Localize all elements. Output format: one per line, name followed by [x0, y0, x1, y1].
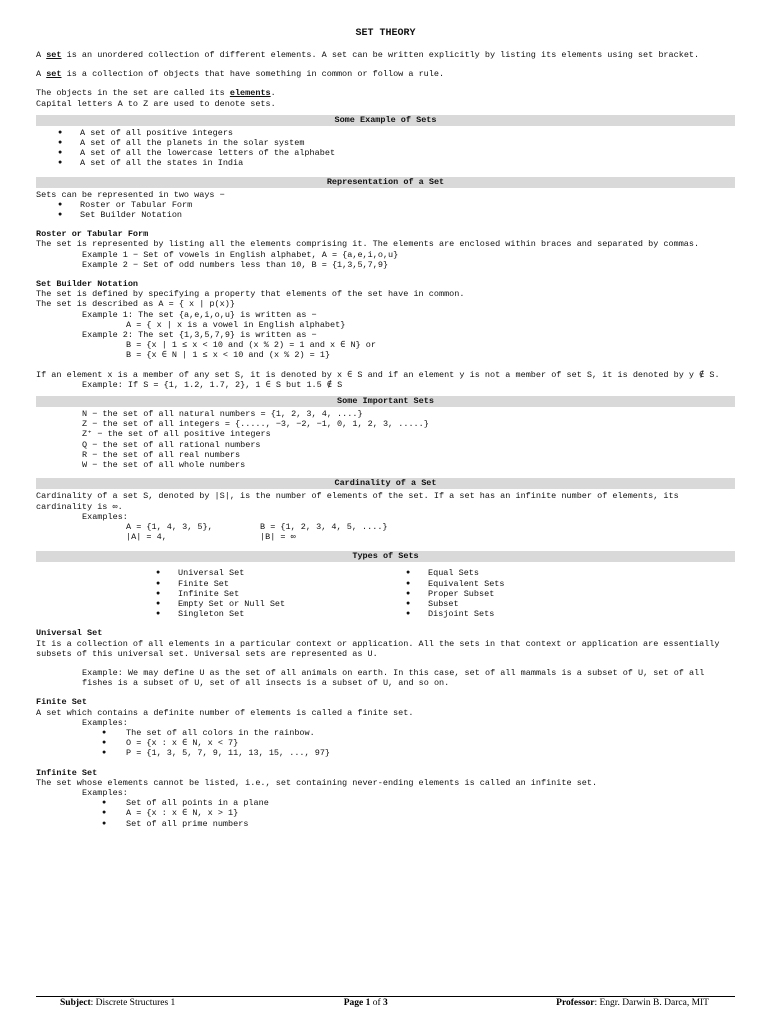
footer-professor: [556, 998, 709, 1008]
list-item: ● O = {x : x ∈ N, x < 7}: [102, 738, 735, 748]
types-columns: [36, 568, 735, 619]
subheading-infinite: Infinite Set: [36, 767, 98, 778]
builder-example-1-formula: A = { x | x is a vowel in English alphabet}: [126, 319, 346, 330]
list-item: ● A set of all the planets in the solar system: [58, 138, 735, 148]
important-set-q: Q − the set of all rational numbers: [82, 439, 261, 450]
cardinality-set-b: B = {1, 2, 3, 4, 5, ....}: [260, 521, 388, 532]
list-item: ● Finite Set: [156, 579, 406, 589]
footer-page-number: [344, 998, 388, 1008]
footer-professor-label: Professor: [556, 998, 595, 1008]
list-item: ● A set of all the states in India: [58, 158, 735, 168]
footer-subject: [60, 998, 175, 1008]
finite-examples-list: [36, 728, 735, 759]
section-heading-important: Some Important Sets: [36, 396, 735, 407]
infinite-examples-label: Examples:: [82, 787, 128, 798]
intro-line-1: [36, 50, 735, 60]
section-heading-examples: Some Example of Sets: [36, 115, 735, 126]
finite-examples-label: Examples:: [82, 717, 128, 728]
membership-example: Example: If S = {1, 1.2, 1.7, 2}, 1 ∈ S but 1.5 ∉ S: [82, 379, 343, 390]
builder-example-2-formula-a: B = {x | 1 ≤ x < 10 and (x % 2) = 1 and x ∈ N} or: [126, 340, 376, 351]
section-heading-representation: Representation of a Set: [36, 177, 735, 188]
important-set-z: Z − the set of all integers = {....., −3, −2, −1, 0, 1, 2, 3, .....}: [82, 419, 429, 430]
term-set: set: [46, 69, 62, 80]
cardinality-value-b: |B| = ∞: [260, 532, 296, 543]
universal-example: Example: We may define U as the set of all animals on earth. In this case, set of all mammals is a subset of U, set of all fishes is a subset of U, set of all insects is a subset of U, and so on.: [82, 667, 710, 689]
intro-text: is a collection of objects that have something in common or follow a rule.: [61, 69, 445, 80]
list-item: ● Set of all prime numbers: [102, 819, 735, 829]
intro-text: A: [36, 69, 47, 80]
builder-example-1: Example 1: The set {a,e,i,o,u} is written as −: [82, 309, 317, 320]
term-elements: elements: [229, 88, 271, 99]
list-item: ● A = {x : x ∈ N, x > 1}: [102, 808, 735, 818]
list-item: ● Empty Set or Null Set: [156, 599, 406, 609]
builder-example-2-formula-b: B = {x ∈ N | 1 ≤ x < 10 and (x % 2) = 1}: [126, 350, 331, 361]
list-item: ● Equivalent Sets: [406, 579, 656, 589]
examples-list: [36, 128, 735, 169]
roster-example-1: Example 1 − Set of vowels in English alphabet, A = {a,e,i,o,u}: [82, 249, 399, 260]
list-item: ● A set of all the lowercase letters of the alphabet: [58, 148, 735, 158]
footer-page-current: 1: [365, 998, 371, 1008]
page-title: SET THEORY: [355, 28, 416, 39]
cardinality-sets-row: [36, 522, 735, 532]
list-item: ● Subset: [406, 599, 656, 609]
list-item: ● Proper Subset: [406, 589, 656, 599]
footer-subject-label: Subject: [60, 998, 91, 1008]
document-page: [36, 28, 735, 829]
important-set-r: R − the set of all real numbers: [82, 449, 241, 460]
cardinality-value-a: |A| = 4,: [126, 532, 167, 543]
cardinality-examples-label: Examples:: [82, 511, 128, 522]
roster-text: The set is represented by listing all the elements comprising it. The elements are enclosed within braces and separated by commas.: [36, 239, 700, 250]
important-set-w: W − the set of all whole numbers: [82, 460, 246, 471]
types-list-right: [406, 568, 656, 619]
term-set: set: [46, 50, 62, 60]
types-list-left: [156, 568, 406, 619]
list-item: ● A set of all positive integers: [58, 128, 735, 138]
footer-subject-value: : Discrete Structures 1: [90, 998, 176, 1008]
footer-page-of: of: [372, 998, 381, 1008]
list-item: ● Disjoint Sets: [406, 609, 656, 619]
list-item: ● The set of all colors in the rainbow.: [102, 728, 735, 738]
important-set-n: N − the set of all natural numbers = {1, 2, 3, 4, ....}: [82, 409, 363, 420]
infinite-examples-list: [36, 798, 735, 829]
cardinality-values-row: [36, 532, 735, 542]
infinite-text: The set whose elements cannot be listed, i.e., set containing never-ending elements is called an infinite set.: [36, 777, 598, 788]
list-item: ● Roster or Tabular Form: [58, 200, 735, 210]
builder-example-2: Example 2: The set {1,3,5,7,9} is written as −: [82, 330, 317, 341]
intro-line-2: [36, 69, 735, 79]
section-heading-types: Types of Sets: [36, 551, 735, 562]
important-set-zplus: Z⁺ − the set of all positive integers: [82, 429, 271, 440]
intro-text: is an unordered collection of different elements. A set can be written explicitly by listing its elements using set bracket.: [61, 50, 700, 60]
list-item: ● Set Builder Notation: [58, 210, 735, 220]
builder-text-1: The set is defined by specifying a property that elements of the set have in common.: [36, 289, 465, 300]
section-heading-cardinality: Cardinality of a Set: [36, 478, 735, 489]
subheading-universal: Universal Set: [36, 628, 103, 639]
list-item: ● Equal Sets: [406, 568, 656, 578]
intro-text: A: [36, 50, 47, 60]
footer-page-total: 3: [383, 998, 388, 1008]
cardinality-set-a: A = {1, 4, 3, 5},: [126, 521, 213, 532]
intro-line-3: [36, 88, 735, 98]
builder-text-2: The set is described as A = { x | p(x)}: [36, 299, 235, 310]
intro-text: The objects in the set are called its: [36, 88, 230, 99]
finite-text: A set which contains a definite number of elements is called a finite set.: [36, 707, 414, 718]
page-footer: [36, 996, 735, 1008]
subheading-finite: Finite Set: [36, 697, 88, 708]
list-item: ● Set of all points in a plane: [102, 798, 735, 808]
membership-text: If an element x is a member of any set S, it is denoted by x ∈ S and if an element y is not a member of set S, it is denoted by y ∉ S.: [36, 369, 720, 380]
footer-professor-value: : Engr. Darwin B. Darca, MIT: [594, 998, 709, 1008]
list-item: ● Infinite Set: [156, 589, 406, 599]
list-item: ● Singleton Set: [156, 609, 406, 619]
footer-page-label: Page: [343, 998, 364, 1008]
universal-text: It is a collection of all elements in a particular context or application. All the sets in that context or application are essentially subsets of this universal set. Universal sets are represented as U.: [36, 638, 725, 659]
list-item: ● P = {1, 3, 5, 7, 9, 11, 13, 15, ..., 97}: [102, 748, 735, 758]
roster-example-2: Example 2 − Set of odd numbers less than 10, B = {1,3,5,7,9}: [82, 259, 389, 270]
representation-lead: Sets can be represented in two ways −: [36, 189, 225, 200]
intro-line-4: Capital letters A to Z are used to denote sets.: [36, 98, 276, 109]
subheading-roster: Roster or Tabular Form: [36, 229, 149, 240]
subheading-builder: Set Builder Notation: [36, 279, 139, 290]
cardinality-text: Cardinality of a set S, denoted by |S|, is the number of elements of the set. If a set has an infinite number of elements, its cardinality is ∞.: [36, 491, 684, 512]
list-item: ● Universal Set: [156, 568, 406, 578]
representation-list: [36, 200, 735, 220]
intro-text: .: [270, 88, 276, 99]
